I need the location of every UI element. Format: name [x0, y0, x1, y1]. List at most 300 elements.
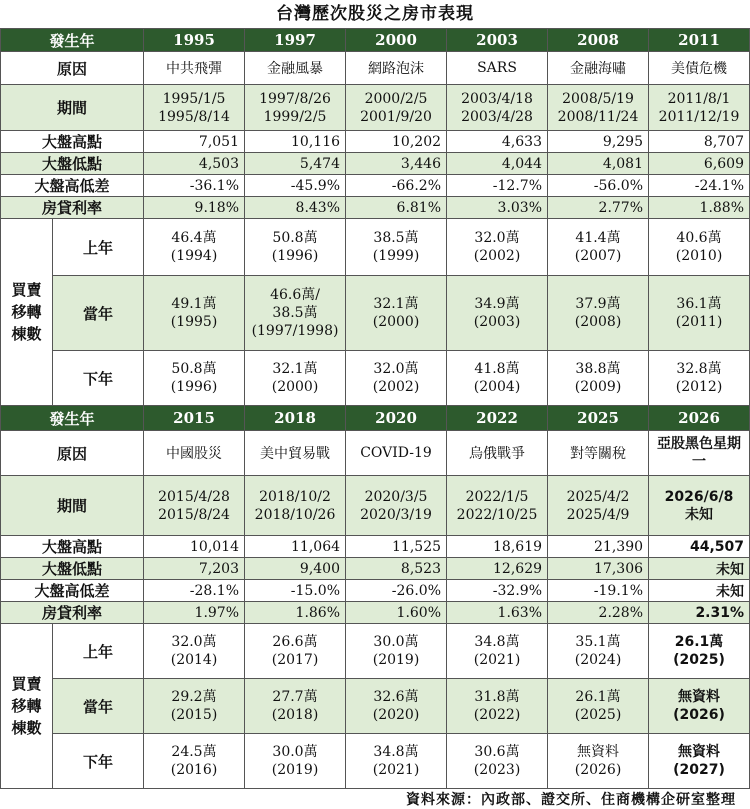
- transfer-year: (2000): [271, 379, 319, 395]
- transfer-sub-label-next: 下年: [53, 734, 144, 789]
- rate-cell: [245, 197, 346, 219]
- transfer-year: (1997/1998): [251, 323, 339, 339]
- row-period: [1, 476, 750, 536]
- low-cell: [447, 558, 548, 580]
- transfer-value: 32.0萬: [474, 230, 520, 246]
- transfer-cell: [447, 351, 548, 406]
- transfer-value: 38.8萬: [575, 361, 621, 377]
- transfer-cell: [245, 276, 346, 351]
- transfer-sub-label-prev: 上年: [53, 624, 144, 679]
- high-cell: [447, 131, 548, 153]
- reason-cell-text: 烏俄戰爭: [469, 446, 526, 462]
- high-cell-text: 10,202: [392, 133, 442, 150]
- low-cell-text: 5,474: [299, 155, 341, 172]
- row-transfer-next: [1, 351, 750, 406]
- high-cell-text: 18,619: [493, 538, 543, 555]
- low-cell-text: 6,609: [703, 155, 745, 172]
- rate-cell-text: 1.60%: [396, 604, 442, 621]
- transfer-value: 50.8萬: [171, 361, 217, 377]
- transfer-year: (2015): [170, 707, 218, 723]
- transfer-value: 32.1萬: [272, 361, 318, 377]
- transfer-value: 35.1萬: [575, 634, 621, 650]
- transfer-year: (2019): [372, 652, 420, 668]
- transfer-cell: [548, 276, 649, 351]
- row-label-high: 大盤高點: [1, 536, 144, 558]
- reason-cell: [245, 431, 346, 476]
- year-header-cell: 2008: [548, 29, 649, 52]
- transfer-year: (2020): [372, 707, 420, 723]
- transfer-value: 34.9萬: [474, 296, 520, 312]
- high-cell-text: 21,390: [594, 538, 644, 555]
- diff-cell: [548, 580, 649, 602]
- transfer-cell: [245, 219, 346, 276]
- period-start: 1995/1/5: [162, 90, 226, 107]
- transfer-side-label: [1, 219, 53, 406]
- reason-cell: [548, 431, 649, 476]
- diff-cell-text: -15.0%: [290, 582, 341, 599]
- low-cell: [548, 153, 649, 175]
- transfer-year: (2007): [574, 248, 622, 264]
- transfer-value: 34.8萬: [474, 634, 520, 650]
- rate-cell-text: 1.88%: [699, 199, 745, 216]
- low-cell: [346, 153, 447, 175]
- period-start: 2011/8/1: [667, 90, 731, 107]
- low-cell-text: 未知: [716, 561, 745, 578]
- low-cell: [649, 558, 750, 580]
- transfer-value: 37.9萬: [575, 296, 621, 312]
- diff-cell: [245, 175, 346, 197]
- transfer-value: 32.8萬: [676, 361, 722, 377]
- row-diff: [1, 580, 750, 602]
- transfer-side-label-text: 移轉: [11, 697, 42, 715]
- reason-cell-text: 中共飛彈: [166, 61, 223, 77]
- transfer-value: 40.6萬: [676, 230, 722, 246]
- period-cell: [346, 85, 447, 131]
- transfer-year: (2023): [473, 762, 521, 778]
- rate-cell-text: 9.18%: [194, 199, 240, 216]
- diff-cell-text: -26.0%: [391, 582, 442, 599]
- transfer-value: 26.1萬: [674, 634, 724, 650]
- transfer-side-label: [1, 624, 53, 789]
- reason-cell: [649, 431, 750, 476]
- reason-cell-text: 中國股災: [166, 446, 223, 462]
- reason-cell-text: 美債危機: [671, 61, 728, 77]
- table-body: [1, 29, 750, 789]
- period-start: 2026/6/8: [664, 488, 734, 505]
- reason-cell: [144, 52, 245, 85]
- year-header-cell: 2025: [548, 406, 649, 431]
- rate-cell: [245, 602, 346, 624]
- low-cell: [548, 558, 649, 580]
- high-cell-text: 11,525: [392, 538, 442, 555]
- transfer-year: (2003): [473, 314, 521, 330]
- row-transfer-curr: [1, 276, 750, 351]
- period-cell: [548, 476, 649, 536]
- transfer-value: 無資料: [678, 744, 721, 760]
- transfer-year: (1994): [170, 248, 218, 264]
- period-end: 2003/4/28: [461, 108, 533, 125]
- period-end: 2011/12/19: [658, 108, 740, 125]
- rate-cell-text: 8.43%: [295, 199, 341, 216]
- period-start: 2020/3/5: [364, 488, 428, 505]
- transfer-cell: [447, 734, 548, 789]
- year-header-cell: 2020: [346, 406, 447, 431]
- year-header-label: 發生年: [1, 29, 144, 52]
- transfer-year: (2002): [372, 379, 420, 395]
- reason-cell-text: 金融風暴: [267, 61, 324, 77]
- transfer-cell: [649, 351, 750, 406]
- transfer-value: 26.1萬: [575, 689, 621, 705]
- transfer-side-label-text: 買賣: [11, 675, 42, 693]
- diff-cell-text: 未知: [716, 583, 745, 600]
- year-header-cell: 2003: [447, 29, 548, 52]
- high-cell-text: 4,633: [501, 133, 543, 150]
- rate-cell: [649, 197, 750, 219]
- diff-cell-text: -45.9%: [290, 177, 341, 194]
- diff-cell: [144, 580, 245, 602]
- diff-cell-text: -19.1%: [593, 582, 644, 599]
- period-start: 1997/8/26: [259, 90, 331, 107]
- diff-cell: [447, 175, 548, 197]
- transfer-cell: [245, 734, 346, 789]
- low-cell-text: 17,306: [594, 560, 644, 577]
- transfer-value: 38.5萬: [272, 305, 318, 321]
- reason-cell-text: SARS: [477, 60, 517, 76]
- transfer-year: (1995): [170, 314, 218, 330]
- year-header-cell: 2011: [649, 29, 750, 52]
- transfer-year: (2011): [675, 314, 723, 330]
- period-cell: [346, 476, 447, 536]
- transfer-value: 41.8萬: [474, 361, 520, 377]
- transfer-cell: [144, 351, 245, 406]
- transfer-cell: [649, 734, 750, 789]
- transfer-year: (2018): [271, 707, 319, 723]
- row-rate: [1, 197, 750, 219]
- transfer-cell: [548, 734, 649, 789]
- transfer-value: 無資料: [678, 689, 721, 705]
- transfer-cell: [447, 276, 548, 351]
- transfer-value: 29.2萬: [171, 689, 217, 705]
- transfer-sub-label-curr: 當年: [53, 276, 144, 351]
- high-cell-text: 9,295: [602, 133, 644, 150]
- transfer-year: (2012): [675, 379, 723, 395]
- low-cell-text: 4,503: [198, 155, 240, 172]
- row-transfer-prev: [1, 624, 750, 679]
- transfer-sub-label-next: 下年: [53, 351, 144, 406]
- row-high: [1, 131, 750, 153]
- low-cell-text: 8,523: [400, 560, 442, 577]
- low-cell-text: 3,446: [400, 155, 442, 172]
- transfer-value: 46.6萬/: [270, 287, 320, 303]
- row-label-high: 大盤高點: [1, 131, 144, 153]
- diff-cell: [144, 175, 245, 197]
- transfer-cell: [245, 351, 346, 406]
- high-cell: [649, 536, 750, 558]
- transfer-year: (1999): [372, 248, 420, 264]
- transfer-cell: [346, 276, 447, 351]
- transfer-year: (2021): [372, 762, 420, 778]
- transfer-value: 34.8萬: [373, 744, 419, 760]
- period-end: 2025/4/9: [566, 506, 630, 523]
- rate-cell-text: 1.97%: [194, 604, 240, 621]
- row-transfer-curr: [1, 679, 750, 734]
- high-cell-text: 7,051: [198, 133, 240, 150]
- period-end: 2018/10/26: [254, 506, 336, 523]
- transfer-year: (2014): [170, 652, 218, 668]
- transfer-cell: [447, 219, 548, 276]
- transfer-cell: [649, 679, 750, 734]
- low-cell-text: 4,044: [501, 155, 543, 172]
- transfer-cell: [649, 276, 750, 351]
- period-cell: [245, 85, 346, 131]
- period-end: 1995/8/14: [158, 108, 230, 125]
- low-cell-text: 9,400: [299, 560, 341, 577]
- high-cell: [548, 536, 649, 558]
- transfer-cell: [346, 624, 447, 679]
- reason-cell: [346, 431, 447, 476]
- reason-cell-text: 網路泡沫: [368, 61, 425, 77]
- diff-cell-text: -56.0%: [593, 177, 644, 194]
- reason-cell-text: 對等關稅: [570, 446, 627, 462]
- transfer-value: 30.0萬: [272, 744, 318, 760]
- transfer-cell: [346, 219, 447, 276]
- low-cell: [245, 153, 346, 175]
- transfer-year: (2026): [673, 707, 725, 723]
- rate-cell: [144, 197, 245, 219]
- transfer-value: 24.5萬: [171, 744, 217, 760]
- row-low: [1, 558, 750, 580]
- transfer-cell: [548, 351, 649, 406]
- rate-cell: [548, 602, 649, 624]
- year-header-cell: 1997: [245, 29, 346, 52]
- transfer-side-label-text: 棟數: [11, 719, 42, 737]
- transfer-side-label-text: 移轉: [11, 303, 42, 321]
- low-cell: [447, 153, 548, 175]
- row-label-period: 期間: [1, 476, 144, 536]
- transfer-cell: [245, 624, 346, 679]
- transfer-value: 31.8萬: [474, 689, 520, 705]
- transfer-value: 32.0萬: [171, 634, 217, 650]
- diff-cell-text: -66.2%: [391, 177, 442, 194]
- diff-cell: [346, 580, 447, 602]
- row-transfer-prev: [1, 219, 750, 276]
- year-header-row: [1, 29, 750, 52]
- diff-cell: [548, 175, 649, 197]
- transfer-year: (2002): [473, 248, 521, 264]
- low-cell: [649, 153, 750, 175]
- diff-cell-text: -36.1%: [189, 177, 240, 194]
- period-start: 2000/2/5: [364, 90, 428, 107]
- high-cell: [346, 131, 447, 153]
- transfer-year: (2021): [473, 652, 521, 668]
- transfer-sub-label-prev: 上年: [53, 219, 144, 276]
- period-end: 2008/11/24: [557, 108, 639, 125]
- transfer-cell: [649, 624, 750, 679]
- row-label-rate: 房貸利率: [1, 197, 144, 219]
- low-cell: [346, 558, 447, 580]
- high-cell-text: 11,064: [291, 538, 341, 555]
- period-end: 2001/9/20: [360, 108, 432, 125]
- transfer-value: 30.0萬: [373, 634, 419, 650]
- transfer-cell: [346, 734, 447, 789]
- reason-cell: [649, 52, 750, 85]
- row-rate: [1, 602, 750, 624]
- transfer-cell: [548, 624, 649, 679]
- transfer-year: (2022): [473, 707, 521, 723]
- period-cell: [548, 85, 649, 131]
- diff-cell: [649, 175, 750, 197]
- row-label-period: 期間: [1, 85, 144, 131]
- transfer-value: 26.6萬: [272, 634, 318, 650]
- transfer-year: (2010): [675, 248, 723, 264]
- period-start: 2022/1/5: [465, 488, 529, 505]
- reason-cell-text: 亞股黑色星期一: [657, 436, 742, 470]
- year-header-cell: 2000: [346, 29, 447, 52]
- period-start: 2018/10/2: [259, 488, 331, 505]
- transfer-year: (2024): [574, 652, 622, 668]
- period-end: 2020/3/19: [360, 506, 432, 523]
- row-high: [1, 536, 750, 558]
- transfer-year: (2019): [271, 762, 319, 778]
- transfer-year: (2025): [673, 652, 725, 668]
- transfer-side-label-text: 棟數: [11, 325, 42, 343]
- reason-cell: [346, 52, 447, 85]
- row-label-low: 大盤低點: [1, 153, 144, 175]
- period-cell: [447, 476, 548, 536]
- row-label-reason: 原因: [1, 52, 144, 85]
- transfer-cell: [346, 351, 447, 406]
- year-header-cell: 1995: [144, 29, 245, 52]
- transfer-value: 46.4萬: [171, 230, 217, 246]
- low-cell: [144, 153, 245, 175]
- diff-cell: [649, 580, 750, 602]
- transfer-value: 50.8萬: [272, 230, 318, 246]
- transfer-value: 38.5萬: [373, 230, 419, 246]
- transfer-year: (2025): [574, 707, 622, 723]
- period-cell: [649, 85, 750, 131]
- high-cell: [649, 131, 750, 153]
- row-reason: [1, 431, 750, 476]
- year-header-cell: 2022: [447, 406, 548, 431]
- page-title: 台灣歷次股災之房市表現: [276, 4, 474, 24]
- transfer-value: 49.1萬: [171, 296, 217, 312]
- high-cell: [548, 131, 649, 153]
- high-cell: [346, 536, 447, 558]
- row-reason: [1, 52, 750, 85]
- row-period: [1, 85, 750, 131]
- transfer-cell: [649, 219, 750, 276]
- transfer-year: (2009): [574, 379, 622, 395]
- diff-cell-text: -12.7%: [492, 177, 543, 194]
- row-label-diff: 大盤高低差: [1, 580, 144, 602]
- transfer-year: (2016): [170, 762, 218, 778]
- reason-cell-text: 美中貿易戰: [260, 446, 331, 462]
- row-label-rate: 房貸利率: [1, 602, 144, 624]
- transfer-cell: [447, 624, 548, 679]
- transfer-year: (2026): [574, 762, 622, 778]
- high-cell: [447, 536, 548, 558]
- transfer-year: (2000): [372, 314, 420, 330]
- row-label-diff: 大盤高低差: [1, 175, 144, 197]
- rate-cell: [548, 197, 649, 219]
- rate-cell: [447, 602, 548, 624]
- rate-cell-text: 3.03%: [497, 199, 543, 216]
- year-header-row: [1, 406, 750, 431]
- period-cell: [245, 476, 346, 536]
- transfer-cell: [144, 624, 245, 679]
- reason-cell: [144, 431, 245, 476]
- rate-cell: [346, 602, 447, 624]
- period-start: 2003/4/18: [461, 90, 533, 107]
- transfer-year: (2027): [673, 762, 725, 778]
- transfer-value: 32.1萬: [373, 296, 419, 312]
- low-cell-text: 7,203: [198, 560, 240, 577]
- high-cell-text: 44,507: [689, 538, 745, 555]
- transfer-year: (2017): [271, 652, 319, 668]
- transfer-value: 27.7萬: [272, 689, 318, 705]
- reason-cell: [245, 52, 346, 85]
- transfer-value: 32.6萬: [373, 689, 419, 705]
- diff-cell-text: -24.1%: [694, 177, 745, 194]
- period-start: 2025/4/2: [566, 488, 630, 505]
- reason-cell: [447, 52, 548, 85]
- transfer-sub-label-curr: 當年: [53, 679, 144, 734]
- rate-cell-text: 2.77%: [598, 199, 644, 216]
- transfer-value: 30.6萬: [474, 744, 520, 760]
- transfer-cell: [144, 679, 245, 734]
- high-cell-text: 8,707: [703, 133, 745, 150]
- high-cell-text: 10,014: [190, 538, 240, 555]
- row-diff: [1, 175, 750, 197]
- transfer-cell: [245, 679, 346, 734]
- reason-cell-text: 金融海嘯: [570, 61, 627, 77]
- period-cell: [447, 85, 548, 131]
- rate-cell-text: 2.31%: [695, 604, 745, 621]
- period-cell: [144, 476, 245, 536]
- year-header-label: 發生年: [1, 406, 144, 431]
- rate-cell-text: 6.81%: [396, 199, 442, 216]
- year-header-cell: 2015: [144, 406, 245, 431]
- rate-cell: [447, 197, 548, 219]
- transfer-cell: [548, 679, 649, 734]
- transfer-year: (2008): [574, 314, 622, 330]
- reason-cell-text: COVID-19: [360, 445, 432, 461]
- row-label-low: 大盤低點: [1, 558, 144, 580]
- transfer-value: 41.4萬: [575, 230, 621, 246]
- rate-cell: [144, 602, 245, 624]
- transfer-cell: [144, 276, 245, 351]
- low-cell-text: 12,629: [493, 560, 543, 577]
- high-cell: [144, 536, 245, 558]
- reason-cell: [447, 431, 548, 476]
- row-transfer-next: [1, 734, 750, 789]
- diff-cell: [447, 580, 548, 602]
- transfer-value: 36.1萬: [676, 296, 722, 312]
- period-end: 1999/2/5: [263, 108, 327, 125]
- transfer-cell: [548, 219, 649, 276]
- rate-cell: [649, 602, 750, 624]
- stock-crash-table: [0, 28, 750, 789]
- transfer-cell: [447, 679, 548, 734]
- diff-cell-text: -28.1%: [189, 582, 240, 599]
- transfer-side-label-text: 買賣: [11, 281, 42, 299]
- transfer-value: 32.0萬: [373, 361, 419, 377]
- transfer-cell: [346, 679, 447, 734]
- transfer-year: (1996): [271, 248, 319, 264]
- high-cell: [245, 536, 346, 558]
- rate-cell-text: 2.28%: [598, 604, 644, 621]
- transfer-cell: [144, 734, 245, 789]
